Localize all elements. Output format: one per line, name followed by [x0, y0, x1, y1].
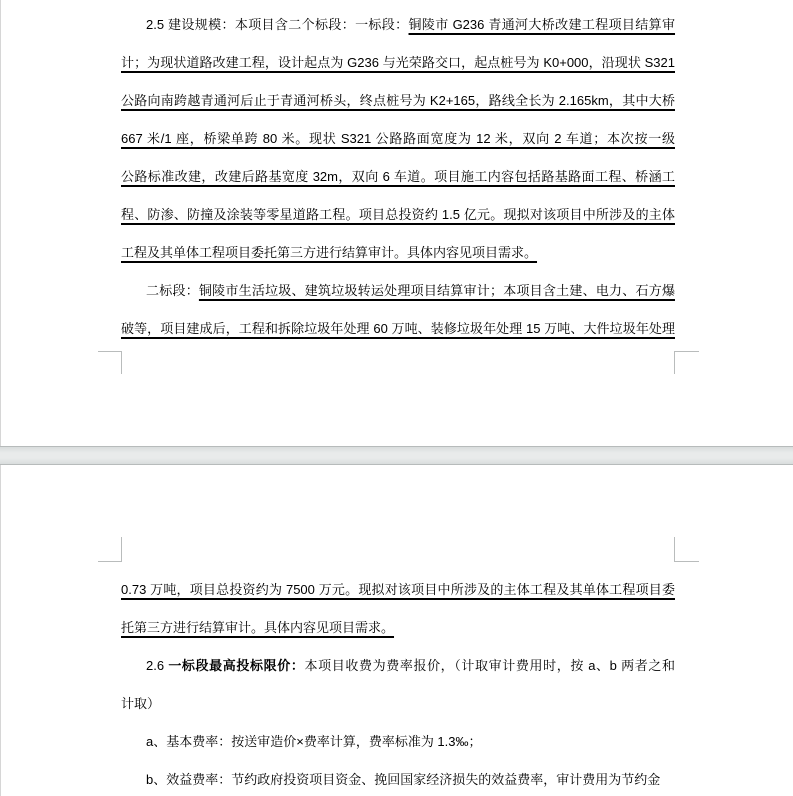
text-line — [121, 647, 675, 685]
underlined-text-run: 托第三方进行结算审计。具体内容见项目需求。 — [121, 620, 395, 635]
text-line — [121, 723, 675, 761]
page-break-separator — [0, 446, 793, 465]
text-line — [121, 571, 675, 609]
underlined-text-run: 程、防渗、防撞及涂装等零星道路工程。项目总投资约 1.5 亿元。现拟对该项目中所涉及的主体 — [121, 207, 675, 222]
page-2-text-area[interactable] — [121, 571, 675, 796]
text-run: 计取） — [121, 696, 161, 711]
bold-text-run: 一标段最高投标限价： — [168, 658, 305, 673]
underlined-text-run: 铜陵市 G236 青通河大桥改建工程项目结算审 — [408, 17, 676, 32]
underlined-text-run: 工程及其单体工程项目委托第三方进行结算审计。具体内容见项目需求。 — [121, 245, 538, 260]
text-line — [121, 6, 675, 44]
underlined-text-run: 铜陵市生活垃圾、建筑垃圾转运处理项目结算审计；本项目含土建、电力、石方爆 — [198, 283, 675, 298]
margin-mark-top-left — [98, 537, 122, 562]
text-line — [121, 609, 675, 647]
text-run: 本项目收费为费率报价，（计取审计费用时，按 a、b 两者之和 — [304, 658, 675, 673]
text-line — [121, 761, 675, 796]
text-line — [121, 234, 675, 272]
text-line — [121, 158, 675, 196]
text-line — [121, 685, 675, 723]
text-line — [121, 272, 675, 310]
underlined-text-run: 公路向南跨越青通河后止于青通河桥头，终点桩号为 K2+165，路线全长为 2.165km，其中大桥 — [121, 93, 675, 108]
margin-mark-bottom-right — [674, 351, 699, 374]
text-line — [121, 120, 675, 158]
underlined-text-run: 0.73 万吨，项目总投资约为 7500 万元。现拟对该项目中所涉及的主体工程及其单体工程项目委 — [121, 582, 675, 597]
page-1-text-area[interactable] — [121, 6, 675, 348]
text-run: 2.5 建设规模：本项目含二个标段：一标段： — [146, 17, 409, 32]
margin-mark-bottom-left — [98, 351, 122, 374]
text-line — [121, 196, 675, 234]
text-run: a、基本费率：按送审造价×费率计算，费率标准为 1.3‰； — [146, 734, 482, 749]
page-2[interactable] — [0, 465, 793, 796]
underlined-text-run: 公路标准改建，改建后路基宽度 32m，双向 6 车道。项目施工内容包括路基路面工程、桥涵工 — [121, 169, 675, 184]
underlined-text-run: 计；为现状道路改建工程，设计起点为 G236 与光荣路交口，起点桩号为 K0+000，沿现状 S321 — [121, 55, 675, 70]
text-run: b、效益费率：节约政府投资项目资金、挽回国家经济损失的效益费率，审计费用为节约金 — [146, 772, 661, 787]
text-run: 二标段： — [146, 283, 199, 298]
text-line — [121, 310, 675, 348]
underlined-text-run: 破等，项目建成后，工程和拆除垃圾年处理 60 万吨、装修垃圾年处理 15 万吨、大件垃圾年处理 — [121, 321, 675, 336]
text-run: 2.6 — [146, 658, 169, 673]
margin-mark-top-right — [674, 537, 699, 562]
text-line — [121, 82, 675, 120]
text-line — [121, 44, 675, 82]
underlined-text-run: 667 米/1 座，桥梁单跨 80 米。现状 S321 公路路面宽度为 12 米，双向 2 车道；本次按一级 — [121, 131, 675, 146]
